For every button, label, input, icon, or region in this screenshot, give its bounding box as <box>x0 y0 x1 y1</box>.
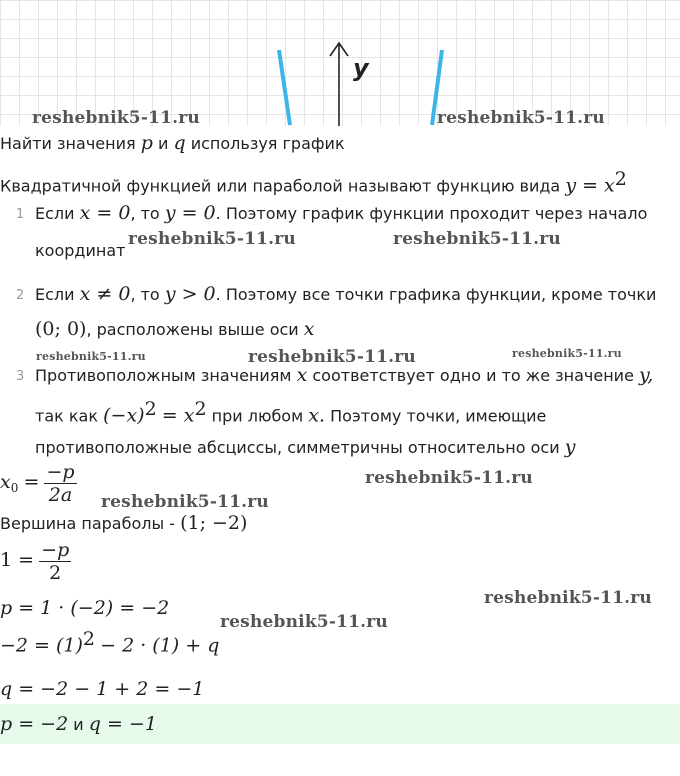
list-item-3-line-2: так как $(-x)^2 = x^2$ при любом x. Поэтому точки, имеющие <box>35 398 547 427</box>
watermark: reshebnik5-11.ru <box>36 350 146 363</box>
parabola-left-branch <box>279 50 290 125</box>
list-number: 2 <box>16 288 25 303</box>
watermark: reshebnik5-11.ru <box>365 468 533 488</box>
answer: p = −2 и q = −1 <box>0 713 157 735</box>
watermark: reshebnik5-11.ru <box>248 347 416 367</box>
fraction: $\frac{-p}{2a}$ <box>46 461 75 506</box>
fraction: $\frac{-p}{2}$ <box>41 539 70 584</box>
list-number: 3 <box>16 369 25 384</box>
task-statement: Найти значения p и q используя график <box>0 132 345 154</box>
watermark: reshebnik5-11.ru <box>220 612 388 632</box>
watermark: reshebnik5-11.ru <box>437 108 605 128</box>
equation-4: q = −2 − 1 + 2 = −1 <box>0 678 205 700</box>
watermark: reshebnik5-11.ru <box>128 229 296 249</box>
watermark: reshebnik5-11.ru <box>393 229 561 249</box>
list-item-1-line-1: Если x = 0, то y = 0. Поэтому график функции проходит через начало <box>35 202 648 224</box>
vertex-formula: $x_0$ = $\frac{-p}{2a}$ <box>0 461 75 506</box>
vertex-statement: Вершина параболы - (1; −2) <box>0 512 248 534</box>
list-item-2-line-1: Если x ≠ 0, то y > 0. Поэтому все точки графика функции, кроме точки <box>35 283 657 305</box>
equation-3: $-2 = (1)^2 - 2 \cdot (1) + q$ <box>0 628 220 657</box>
list-item-3-line-1: Противоположным значениям x соответствует одно и то же значение y, <box>35 364 654 386</box>
definition-text: Квадратичной функцией или параболой называют функцию вида $y = x^2$ <box>0 168 627 197</box>
equation-1: 1 = $\frac{-p}{2}$ <box>0 539 70 584</box>
y-axis-label: y <box>353 54 369 82</box>
list-item-1-line-2: координат <box>35 241 126 260</box>
watermark: reshebnik5-11.ru <box>512 347 622 360</box>
list-item-3-line-3: противоположные абсциссы, симметричны относительно оси y <box>35 436 576 458</box>
watermark: reshebnik5-11.ru <box>484 588 652 608</box>
list-number: 1 <box>16 207 25 222</box>
watermark: reshebnik5-11.ru <box>32 108 200 128</box>
watermark: reshebnik5-11.ru <box>101 492 269 512</box>
list-item-2-line-2: (0; 0), расположены выше оси x <box>35 318 315 340</box>
equation-2: p = 1 · (−2) = −2 <box>0 597 170 619</box>
answer-box <box>0 704 680 744</box>
